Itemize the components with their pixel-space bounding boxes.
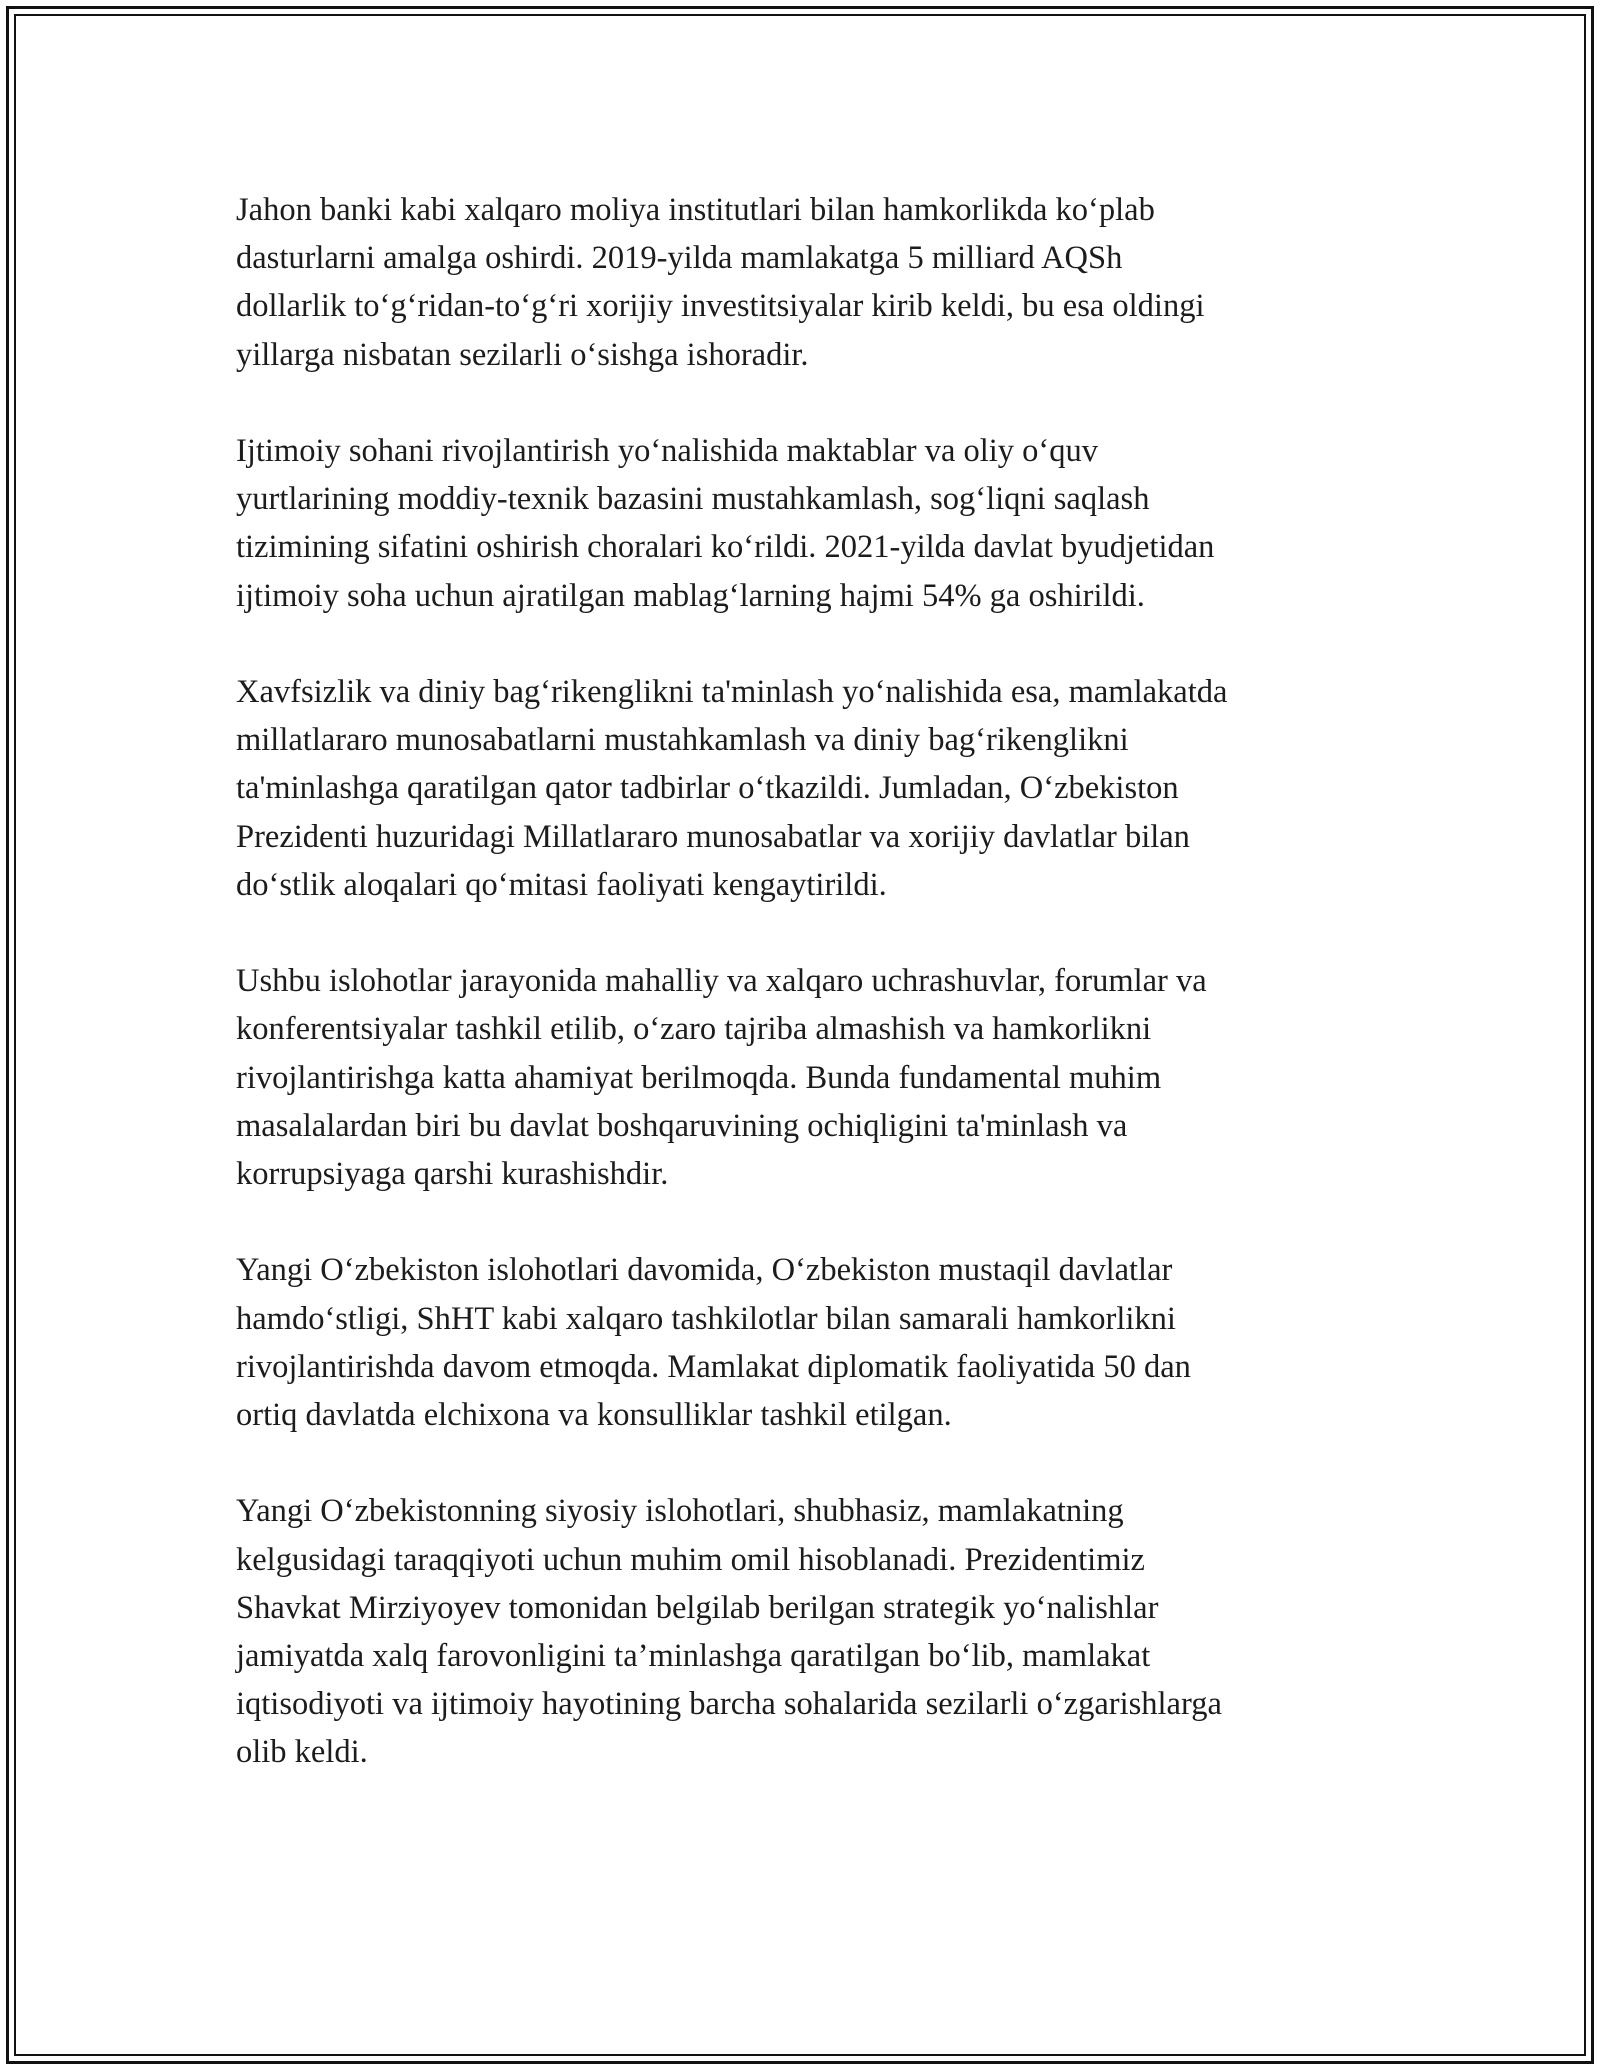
text-line: konferentsiyalar tashkil etilib, o‘zaro tajriba almashish va hamkorlikni	[236, 1011, 1152, 1048]
paragraph-reforms-forums	[236, 957, 1386, 1198]
text-line: tizimining sifatini oshirish choralari ko‘rildi. 2021-yilda davlat byudjetidan	[236, 529, 1215, 566]
text-line: rivojlantirishga katta ahamiyat berilmoqda. Bunda fundamental muhim	[236, 1059, 1162, 1096]
text-line: Yangi O‘zbekiston islohotlari davomida, O‘zbekiston mustaqil davlatlar	[236, 1252, 1173, 1289]
text-line: jamiyatda xalq farovonligini ta’minlashga qaratilgan bo‘lib, mamlakat	[236, 1638, 1151, 1675]
text-line: ta'minlashga qaratilgan qator tadbirlar o‘tkazildi. Jumladan, O‘zbekiston	[236, 770, 1179, 807]
text-line: iqtisodiyoti va ijtimoiy hayotining barcha sohalarida sezilarli o‘zgarishlarga	[236, 1686, 1222, 1723]
text-line: kelgusidagi taraqqiyoti uchun muhim omil hisoblanadi. Prezidentimiz	[236, 1541, 1145, 1578]
text-line: do‘stlik aloqalari qo‘mitasi faoliyati kengaytirildi.	[236, 866, 887, 903]
paragraph-international-cooperation	[236, 1246, 1386, 1439]
text-line: Shavkat Mirziyoyev tomonidan belgilab berilgan strategik yo‘nalishlar	[236, 1589, 1159, 1626]
text-line: rivojlantirishda davom etmoqda. Mamlakat diplomatik faoliyatida 50 dan	[236, 1348, 1191, 1385]
text-line: korrupsiyaga qarshi kurashishdir.	[236, 1156, 669, 1193]
text-line: yurtlarining moddiy-texnik bazasini mustahkamlash, sog‘liqni saqlash	[236, 481, 1150, 518]
paragraph-foreign-investment	[236, 186, 1386, 379]
text-line: Yangi O‘zbekistonning siyosiy islohotlari, shubhasiz, mamlakatning	[236, 1493, 1124, 1530]
text-line: millatlararo munosabatlarni mustahkamlash va diniy bag‘rikenglikni	[236, 722, 1129, 759]
paragraph-security-tolerance	[236, 668, 1386, 909]
text-line: dollarlik to‘g‘ridan-to‘g‘ri xorijiy investitsiyalar kirib keldi, bu esa oldingi	[236, 288, 1205, 325]
paragraph-social-sphere	[236, 427, 1386, 620]
text-line: Prezidenti huzuridagi Millatlararo munosabatlar va xorijiy davlatlar bilan	[236, 818, 1190, 855]
text-line: hamdo‘stligi, ShHT kabi xalqaro tashkilotlar bilan samarali hamkorlikni	[236, 1300, 1176, 1337]
text-line: Jahon banki kabi xalqaro moliya institutlari bilan hamkorlikda ko‘plab	[236, 192, 1155, 228]
text-line: Ijtimoiy sohani rivojlantirish yo‘nalishida maktablar va oliy o‘quv	[236, 433, 1098, 469]
text-line: ijtimoiy soha uchun ajratilgan mablag‘larning hajmi 54% ga oshirildi.	[236, 577, 1145, 614]
text-line: yillarga nisbatan sezilarli o‘sishga ishoradir.	[236, 336, 809, 373]
document-body	[236, 186, 1386, 1825]
text-line: ortiq davlatda elchixona va konsulliklar tashkil etilgan.	[236, 1397, 952, 1434]
text-line: Ushbu islohotlar jarayonida mahalliy va xalqaro uchrashuvlar, forumlar va	[236, 963, 1207, 1000]
text-line: olib keldi.	[236, 1734, 368, 1771]
text-line: Xavfsizlik va diniy bag‘rikenglikni ta'minlash yo‘nalishida esa, mamlakatda	[236, 674, 1228, 710]
paragraph-political-reforms	[236, 1487, 1386, 1776]
text-line: masalalardan biri bu davlat boshqaruvining ochiqligini ta'minlash va	[236, 1107, 1128, 1144]
text-line: dasturlarni amalga oshirdi. 2019-yilda mamlakatga 5 milliard AQSh	[236, 240, 1123, 277]
